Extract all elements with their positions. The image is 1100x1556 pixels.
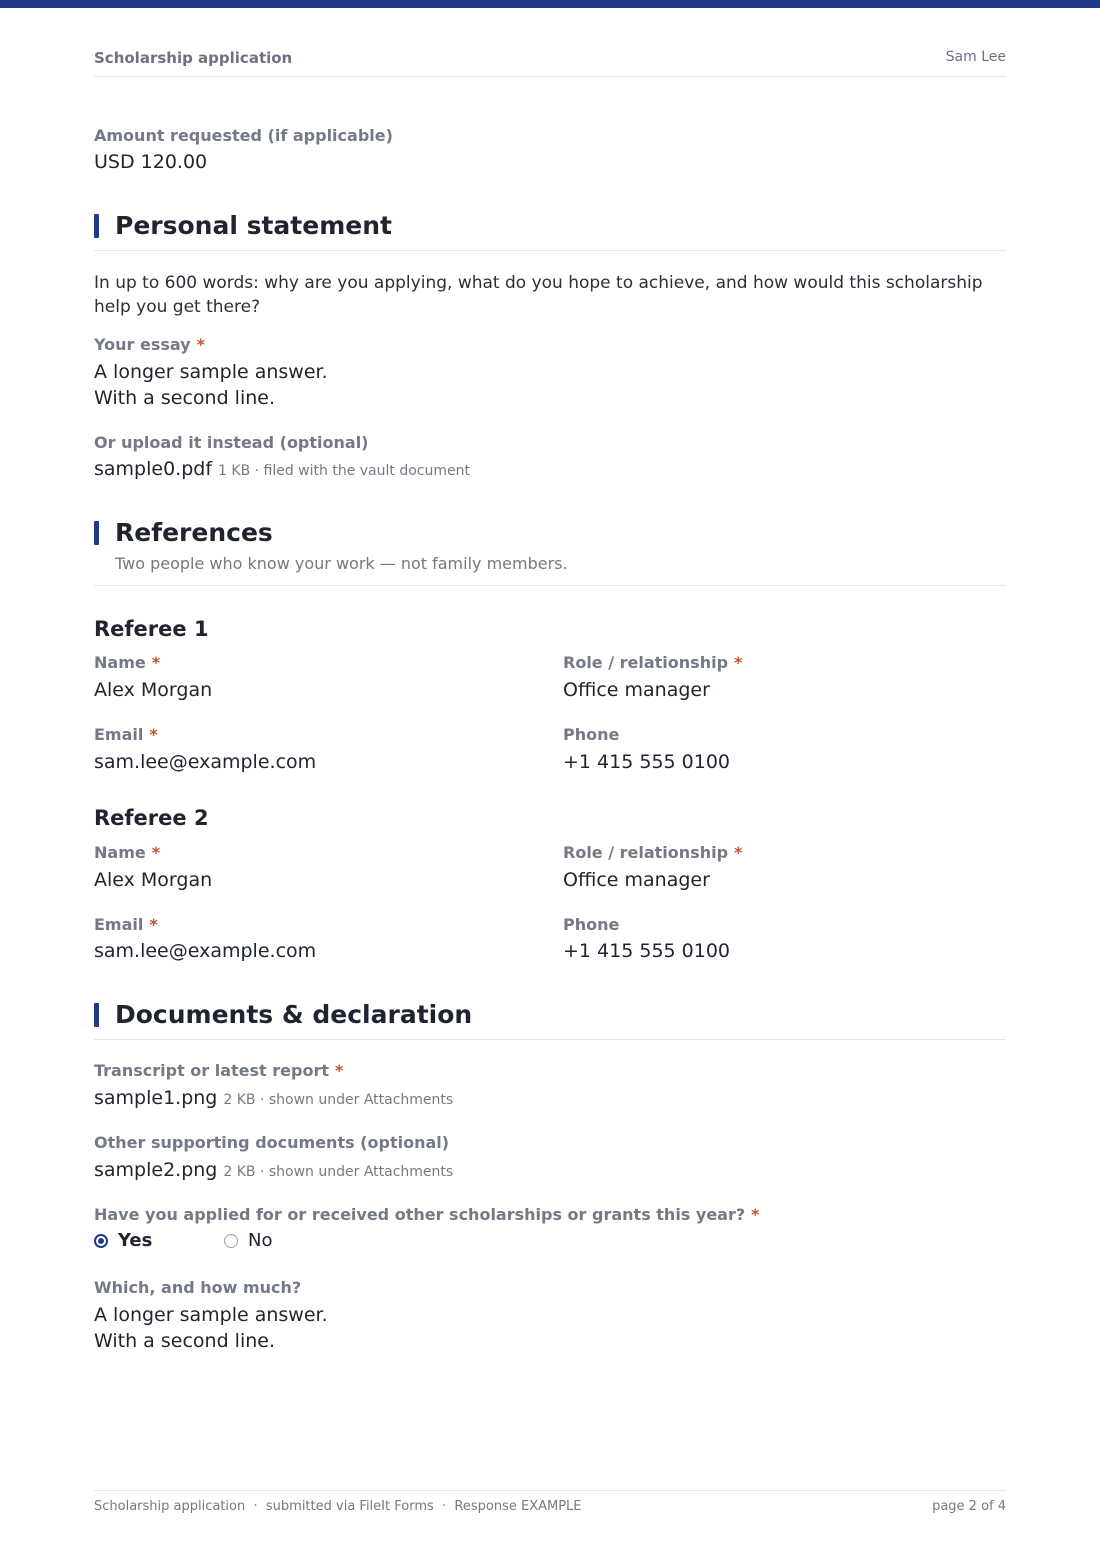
which-label: Which, and how much? (94, 1278, 302, 1297)
referee-2-email-label: Email * (94, 915, 158, 934)
required-mark: * (734, 653, 743, 672)
referee-2-email: sam.lee@example.com (94, 940, 317, 962)
essay-label: Your essay * (94, 335, 205, 354)
file-name[interactable]: sample0.pdf (94, 458, 213, 480)
referee-2-name-label: Name * (94, 843, 161, 862)
file-meta: 2 KB · shown under Attachments (223, 1164, 454, 1180)
radio-option-yes[interactable] (94, 1230, 152, 1251)
other-docs-file (94, 1157, 453, 1185)
user-name: Sam Lee (945, 49, 1006, 65)
referee-1-email: sam.lee@example.com (94, 751, 317, 773)
section-documents (94, 1001, 1006, 1040)
upload-file (94, 456, 470, 484)
referee-1-name-label: Name * (94, 653, 161, 672)
required-mark: * (151, 653, 161, 672)
transcript-file (94, 1085, 453, 1113)
referee-1-role: Office manager (563, 679, 710, 701)
file-meta: 1 KB · filed with the vault document (218, 463, 470, 479)
section-title: References (115, 518, 273, 547)
section-title: Personal statement (115, 211, 392, 240)
file-name[interactable]: sample1.png (94, 1087, 218, 1109)
radio-label: Yes (118, 1230, 153, 1251)
transcript-label: Transcript or latest report * (94, 1061, 344, 1080)
referee-2-role: Office manager (563, 869, 710, 891)
file-name[interactable]: sample2.png (94, 1159, 218, 1181)
radio-unselected-icon (224, 1234, 238, 1248)
essay-prompt: In up to 600 words: why are you applying, what do you hope to achieve, and how would this scholarship help you get there? (94, 273, 983, 317)
referee-1-phone: +1 415 555 0100 (563, 751, 731, 773)
page-header (94, 48, 1006, 77)
other-docs-label: Other supporting documents (optional) (94, 1133, 450, 1152)
form-title: Scholarship application (94, 49, 293, 67)
which-value: A longer sample answer. With a second line. (94, 1304, 328, 1352)
section-marker (94, 521, 99, 545)
referee-2-role-label: Role / relationship * (563, 843, 743, 862)
section-personal-statement (94, 212, 1006, 251)
required-mark: * (149, 725, 158, 744)
upload-label: Or upload it instead (optional) (94, 433, 369, 452)
referee-1-phone-label: Phone (563, 725, 620, 744)
referee-1-role-label: Role / relationship * (563, 653, 743, 672)
amount-value: USD 120.00 (94, 151, 208, 173)
radio-option-no[interactable] (224, 1230, 272, 1251)
radio-label: No (248, 1230, 273, 1251)
required-mark: * (149, 915, 158, 934)
referee-1-heading: Referee 1 (94, 617, 209, 641)
referee-2-phone: +1 415 555 0100 (563, 940, 731, 962)
required-mark: * (751, 1205, 760, 1224)
section-subtitle: Two people who know your work — not family members. (115, 554, 568, 573)
section-title: Documents & declaration (115, 1000, 473, 1029)
top-accent-bar (0, 0, 1100, 8)
required-mark: * (151, 843, 161, 862)
footer-info: Scholarship application · submitted via FileIt Forms · Response EXAMPLE (94, 1499, 582, 1514)
file-meta: 2 KB · shown under Attachments (223, 1092, 454, 1108)
page-number: page 2 of 4 (932, 1499, 1006, 1514)
referee-1-email-label: Email * (94, 725, 158, 744)
required-mark: * (734, 843, 743, 862)
radio-selected-icon (94, 1234, 108, 1248)
section-marker (94, 214, 99, 238)
referee-2-name: Alex Morgan (94, 869, 213, 891)
section-references (94, 519, 1006, 586)
section-marker (94, 1003, 99, 1027)
essay-value: A longer sample answer. With a second line. (94, 361, 328, 409)
required-mark: * (196, 335, 205, 354)
page-footer (94, 1490, 1006, 1521)
amount-label: Amount requested (if applicable) (94, 126, 393, 145)
other-grants-question: Have you applied for or received other scholarships or grants this year? * (94, 1205, 760, 1224)
referee-2-phone-label: Phone (563, 915, 620, 934)
referee-1-name: Alex Morgan (94, 679, 213, 701)
required-mark: * (335, 1061, 344, 1080)
referee-2-heading: Referee 2 (94, 806, 209, 830)
